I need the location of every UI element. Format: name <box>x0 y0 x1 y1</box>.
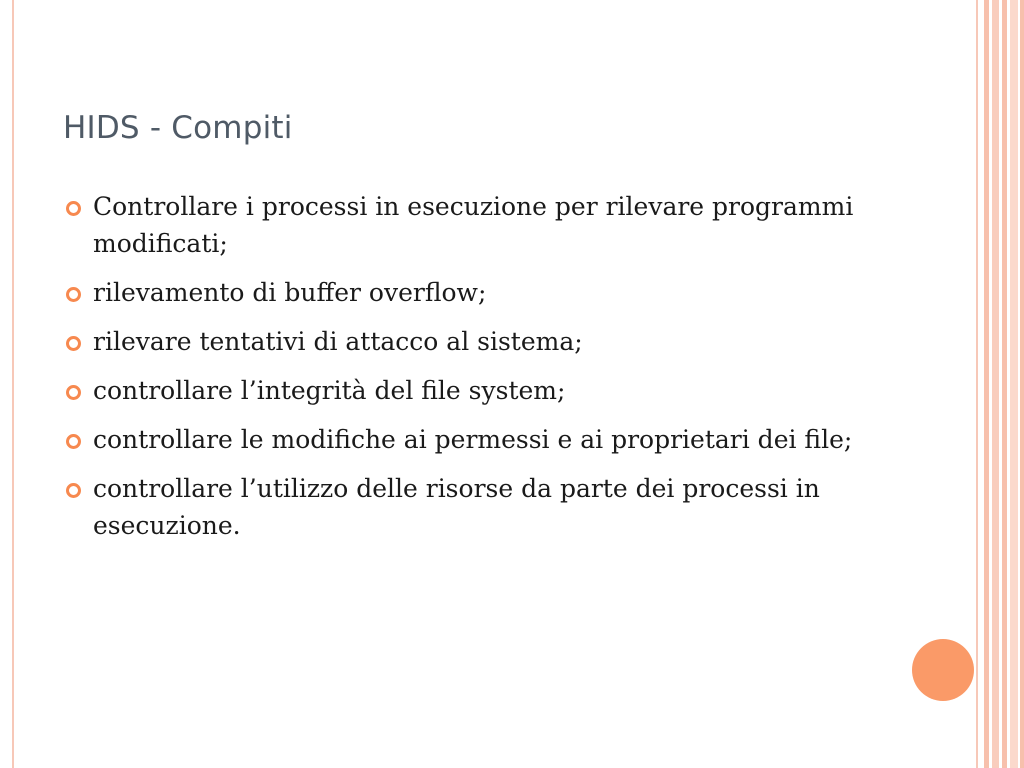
bullet-item <box>63 323 893 360</box>
decorative-stripe <box>1010 0 1018 768</box>
bullet-item <box>63 274 893 311</box>
decorative-circle-icon <box>912 639 974 701</box>
bullet-text: controllare l’utilizzo delle risorse da parte dei processi in esecuzione. <box>93 474 820 540</box>
bullet-item <box>63 372 893 409</box>
bullet-item <box>63 470 893 544</box>
bullet-ring-icon <box>66 336 81 351</box>
bullet-text: rilevamento di buffer overflow; <box>93 278 487 307</box>
bullet-ring-icon <box>66 385 81 400</box>
bullet-list <box>63 188 893 556</box>
bullet-ring-icon <box>66 434 81 449</box>
bullet-ring-icon <box>66 483 81 498</box>
decorative-stripe <box>1002 0 1007 768</box>
bullet-ring-icon <box>66 201 81 216</box>
decorative-stripe <box>1020 0 1024 768</box>
bullet-item <box>63 188 893 262</box>
decorative-stripe <box>992 0 999 768</box>
slide-title: HIDS - Compiti <box>63 110 293 146</box>
decorative-stripe <box>984 0 989 768</box>
bullet-text: controllare le modifiche ai permessi e ai proprietari dei file; <box>93 425 853 454</box>
bullet-item <box>63 421 893 458</box>
bullet-text: Controllare i processi in esecuzione per rilevare programmi modificati; <box>93 192 854 258</box>
bullet-ring-icon <box>66 287 81 302</box>
bullet-text: rilevare tentativi di attacco al sistema; <box>93 327 583 356</box>
bullet-text: controllare l’integrità del file system; <box>93 376 566 405</box>
